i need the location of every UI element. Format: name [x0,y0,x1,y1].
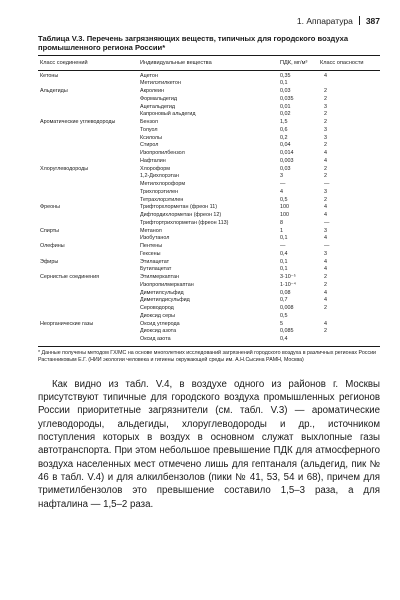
row-hazard: 2 [324,119,327,126]
row-pdk: 1,5 [280,119,288,126]
row-substance: Этилацетат [140,258,170,265]
row-substance: Метилхлороформ [140,181,186,188]
table-caption-label: Таблица V.3. [38,34,85,43]
table-row [38,290,380,298]
row-hazard: 2 [324,328,327,335]
row-pdk: 1·10⁻⁴ [280,281,296,288]
table-row [38,189,380,197]
row-pdk: 0,03 [280,165,291,172]
row-substance: Толуол [140,126,158,133]
section-title: 1. Аппаратура [296,16,353,26]
row-class: Неорганические газы [40,320,94,327]
row-hazard: 4 [324,72,327,79]
row-pdk: 100 [280,212,289,219]
row-class: Альдегиды [40,88,68,95]
table-row [38,328,380,336]
row-class: Хлоруглеводороды [40,165,89,172]
row-substance: Бутилацетат [140,266,172,273]
row-hazard: 2 [324,274,327,281]
row-pdk: 0,4 [280,336,288,343]
row-hazard [320,313,378,321]
row-class [38,212,140,220]
row-class [38,282,140,290]
row-pdk: 1 [280,227,283,234]
row-class [38,104,140,112]
row-substance: Метанол [140,227,162,234]
row-hazard: 4 [324,266,327,273]
row-class: Сернистые соединения [40,274,100,281]
row-hazard: 2 [324,173,327,180]
row-class [38,181,140,189]
row-class: Спирты [40,227,60,234]
row-hazard: 2 [324,281,327,288]
row-substance: Диметилсульфид [140,289,184,296]
row-pdk: 8 [280,219,283,226]
row-hazard: 4 [324,297,327,304]
row-substance: Нафталин [140,157,166,164]
row-hazard: 4 [324,235,327,242]
table-footnote: * Данные получены методом ГХ/МС на основе многолетних исследований загрязнений городского воздуха в различных регионах России Растанниковым Е.Г. (НИИ экологии человека и гигиены окружающей среды им. А.Н.Сысина РАМН, Москва) [38,349,377,363]
row-class [38,173,140,181]
table-row [38,181,380,189]
row-hazard [320,80,378,88]
row-pdk: 0,1 [280,258,288,265]
row-pdk: 0,1 [280,80,288,87]
row-class [38,328,140,336]
row-pdk: 0,35 [280,72,291,79]
row-pdk: 0,7 [280,297,288,304]
row-substance: Стирол [140,142,159,149]
row-class [38,251,140,259]
row-substance: Метилэтилкетон [140,80,181,87]
row-pdk: — [280,181,286,188]
table-row [38,313,380,321]
table-row [38,266,380,274]
row-pdk: 0,08 [280,289,291,296]
row-substance: Диоксид азота [140,328,177,335]
row-hazard: 3 [324,134,327,141]
row-hazard: 2 [324,142,327,149]
table-row [38,150,380,158]
row-class [38,96,140,104]
row-hazard: 2 [324,88,327,95]
row-hazard: 4 [324,212,327,219]
row-hazard: 3 [324,126,327,133]
row-hazard: 4 [324,204,327,211]
row-hazard: — [324,219,330,226]
row-class [38,135,140,143]
row-pdk: 0,2 [280,134,288,141]
table-header [38,56,380,70]
table-body [38,71,380,346]
row-pdk: 0,4 [280,250,288,257]
row-substance: 1,2-Дихлорэтан [140,173,179,180]
table-row [38,166,380,174]
table-row [38,220,380,228]
row-pdk: 0,008 [280,305,294,312]
table-row [38,212,380,220]
running-header [38,14,380,28]
row-class [38,336,140,344]
row-substance: Изопропилбензол [140,150,185,157]
table-row [38,158,380,166]
row-class [38,266,140,274]
table-row [38,336,380,344]
row-pdk: 0,01 [280,103,291,110]
table-row [38,127,380,135]
row-hazard: 2 [324,95,327,102]
table-row [38,228,380,236]
row-substance: Акролеин [140,88,164,95]
row-pdk: 0,02 [280,111,291,118]
row-hazard: 4 [324,258,327,265]
row-pdk: 100 [280,204,289,211]
row-pdk: 3 [280,173,283,180]
row-hazard: — [324,181,330,188]
row-class: Фреоны [40,204,60,211]
table-row [38,282,380,290]
row-class: Эфиры [40,258,59,265]
row-class [38,142,140,150]
row-hazard: 2 [324,305,327,312]
row-pdk: 3·10⁻⁵ [280,274,296,281]
row-substance: Оксид углерода [140,320,180,327]
table-row [38,88,380,96]
row-hazard: 3 [324,227,327,234]
row-substance: Тетрахлорэтилен [140,196,184,203]
table-row [38,297,380,305]
header-divider [359,16,360,25]
row-substance: Сероводород [140,305,174,312]
row-class [38,313,140,321]
row-class [38,80,140,88]
row-substance: Трифтортрихлорметан (фреон 113) [140,219,229,226]
row-pdk: 0,003 [280,157,294,164]
table-caption [38,34,380,52]
table-row [38,111,380,119]
table-row [38,173,380,181]
row-hazard: 3 [324,188,327,195]
row-class [38,127,140,135]
row-hazard: 4 [324,157,327,164]
table-row [38,197,380,205]
row-substance: Диоксид серы [140,312,175,319]
row-hazard: 3 [324,250,327,257]
row-pdk: 0,014 [280,150,294,157]
table-row [38,119,380,127]
table-row [38,142,380,150]
row-class [38,220,140,228]
row-class [38,235,140,243]
row-class [38,189,140,197]
table-row [38,305,380,313]
table-caption-text: Перечень загрязняющих веществ, типичных для городского воздуха промышленного региона России* [38,34,349,52]
row-pdk: 5 [280,320,283,327]
table-row [38,259,380,267]
row-pdk: 0,5 [280,312,288,319]
row-class [38,305,140,313]
row-substance: Дифтордихлорметан (фреон 12) [140,212,222,219]
row-class [38,150,140,158]
row-substance: Ацетальдегид [140,103,176,110]
table-row [38,204,380,212]
row-hazard: 3 [324,103,327,110]
row-substance: Изопропилмеркаптан [140,281,194,288]
row-class: Ароматические углеводороды [40,119,116,126]
row-pdk: 0,5 [280,196,288,203]
table-row [38,274,380,282]
row-hazard: 2 [324,165,327,172]
row-substance: Трифторхлорметан (фреон 11) [140,204,218,211]
table-row [38,96,380,104]
table-row [38,243,380,251]
row-class [38,290,140,298]
row-pdk: 0,03 [280,88,291,95]
row-substance: Бензол [140,119,158,126]
table-row [38,104,380,112]
row-pdk: 0,1 [280,235,288,242]
table-row [38,321,380,329]
table-row [38,73,380,81]
row-class [38,158,140,166]
row-hazard: 4 [324,150,327,157]
row-substance: Пентены [140,243,163,250]
row-hazard: — [324,243,330,250]
table-row [38,251,380,259]
row-substance: Ксилолы [140,134,162,141]
row-class [38,197,140,205]
column-header-pdk: ПДК, мг/м³ [280,60,308,66]
row-class [38,111,140,119]
page-number: 387 [365,16,380,26]
row-pdk: 4 [280,188,283,195]
row-pdk: 0,1 [280,266,288,273]
table-row [38,135,380,143]
table-row [38,235,380,243]
row-substance: Изобутанол [140,235,170,242]
row-pdk: 0,035 [280,95,294,102]
row-hazard: 2 [324,196,327,203]
row-pdk: 0,04 [280,142,291,149]
row-pdk: — [280,243,286,250]
row-substance: Хлороформ [140,165,170,172]
row-class: Кетоны [40,72,59,79]
row-substance: Оксид азота [140,336,171,343]
row-hazard: 4 [324,320,327,327]
row-substance: Диметилдисульфид [140,297,190,304]
column-header-substance: Индивидуальные вещества [140,60,212,66]
row-substance: Формальдегид [140,95,178,102]
row-substance: Капроновый альдегид [140,111,196,118]
body-paragraph: Как видно из табл. V.4, в воздухе одного из районов г. Москвы присутствуют типичные для городского воздуха промышленных регионов России приоритетные загрязнители (см. табл. V.3) — ароматические углеводороды, альдегиды, хлоруглеводороды и др., источником поступления которых в воздух в основном служат выхлопные газы автотранспорта. При этом небольшое превышение ПДК для атмосферного воздуха населенных мест отмечено лишь для гептаналя (альдегид, пик № 46 в табл. V.4) и для алкилбензолов (пики № 41, 53, 54 и 68), причем для триметилбензолов это превышение составило 1,5–3 раза, а для нафталина — 1,5–2 раза. [38,378,380,510]
row-hazard: 2 [324,111,327,118]
row-hazard [320,336,378,344]
row-substance: Ацетон [140,72,158,79]
row-pdk: 0,6 [280,126,288,133]
table-bottom-rule [38,346,380,347]
row-substance: Этилмеркаптан [140,274,179,281]
row-class [38,297,140,305]
table-row [38,80,380,88]
row-substance: Трихлорэтилен [140,188,179,195]
row-pdk: 0,085 [280,328,294,335]
column-header-hazard: Класс опасности [320,60,364,66]
row-class: Олефины [40,243,65,250]
row-substance: Гексены [140,250,161,257]
book-page [38,14,380,511]
row-hazard: 4 [324,289,327,296]
column-header-class: Класс соединений [40,60,88,66]
